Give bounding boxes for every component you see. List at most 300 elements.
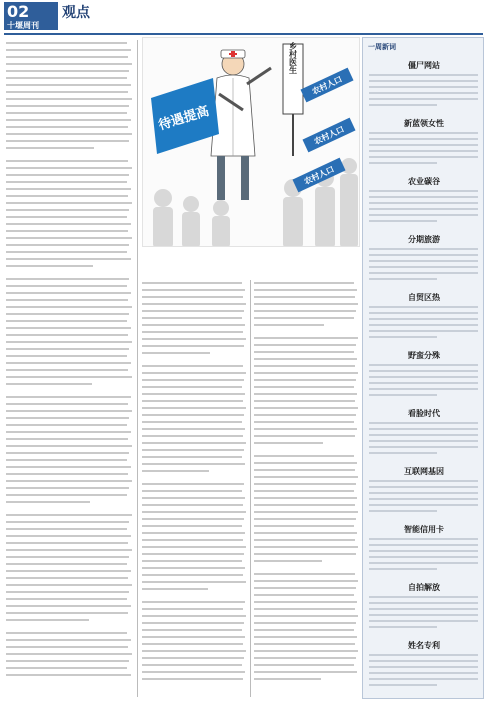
text-line	[6, 126, 128, 128]
text-line	[254, 539, 355, 541]
text-line	[369, 660, 478, 662]
text-line	[254, 344, 356, 346]
text-line	[254, 511, 358, 513]
text-line	[142, 574, 243, 576]
text-line	[142, 560, 242, 562]
text-line	[6, 403, 128, 405]
text-line	[254, 546, 358, 548]
badge-2-text: 农村人口	[312, 124, 346, 147]
sidebar-entry	[367, 176, 481, 226]
text-line	[6, 209, 129, 211]
masthead-rule	[4, 33, 483, 35]
text-line	[142, 525, 242, 527]
paper-name: 十堰周刊	[7, 21, 39, 30]
text-line	[369, 678, 478, 680]
text-line	[6, 77, 127, 79]
text-line	[369, 98, 478, 100]
text-line	[142, 428, 245, 430]
text-line	[369, 608, 478, 610]
text-line	[142, 317, 242, 319]
text-line	[6, 598, 127, 600]
text-line	[369, 376, 478, 378]
text-line	[369, 312, 478, 314]
text-line	[369, 208, 478, 210]
text-line	[369, 214, 478, 216]
text-line	[6, 501, 90, 503]
text-line	[369, 452, 437, 454]
text-line	[6, 160, 128, 162]
text-line	[369, 446, 478, 448]
text-line	[6, 237, 132, 239]
text-line	[254, 476, 358, 478]
text-line	[142, 553, 244, 555]
text-line	[142, 456, 242, 458]
text-line	[369, 318, 478, 320]
text-line	[369, 654, 478, 656]
text-line	[369, 260, 478, 262]
text-line	[6, 258, 131, 260]
sign-text: 乡村医生	[288, 42, 298, 74]
sidebar-entry	[367, 118, 481, 168]
text-line	[142, 657, 244, 659]
text-line	[254, 532, 357, 534]
text-line	[254, 504, 355, 506]
text-line	[6, 63, 132, 65]
sidebar-entry	[367, 292, 481, 342]
text-line	[254, 421, 354, 423]
text-line	[369, 80, 478, 82]
text-line	[6, 480, 132, 482]
cartoon-illustration	[143, 38, 360, 247]
text-line	[369, 132, 478, 134]
text-line	[142, 643, 243, 645]
text-line	[369, 556, 478, 558]
text-line	[6, 549, 132, 551]
text-line	[6, 542, 128, 544]
text-line	[254, 650, 358, 652]
text-line	[6, 376, 132, 378]
text-line	[6, 535, 131, 537]
text-line	[6, 306, 132, 308]
text-line	[369, 278, 437, 280]
text-line	[254, 379, 356, 381]
text-line	[142, 671, 245, 673]
sidebar-entry-title: 自贸区热	[408, 293, 440, 302]
population-badge-2	[302, 118, 355, 153]
text-line	[254, 636, 357, 638]
sidebar-entry	[367, 524, 481, 574]
text-line	[142, 449, 244, 451]
text-line	[369, 666, 478, 668]
text-line	[369, 672, 478, 674]
text-line	[142, 324, 245, 326]
text-line	[6, 584, 132, 586]
text-line	[254, 483, 356, 485]
text-line	[142, 518, 244, 520]
text-line	[6, 341, 132, 343]
text-line	[142, 636, 245, 638]
text-line	[254, 587, 356, 589]
text-line	[6, 299, 128, 301]
text-line	[142, 608, 243, 610]
text-line	[254, 608, 355, 610]
text-line	[142, 504, 243, 506]
text-line	[369, 190, 478, 192]
badge-3-text: 农村人口	[302, 164, 336, 187]
text-line	[369, 336, 437, 338]
text-line	[6, 528, 127, 530]
text-line	[6, 667, 127, 669]
text-line	[142, 338, 246, 340]
sidebar-entry	[367, 234, 481, 284]
text-line	[6, 278, 129, 280]
text-line	[6, 612, 128, 614]
text-line	[6, 570, 131, 572]
column-divider	[250, 280, 251, 697]
text-line	[6, 660, 129, 662]
text-line	[254, 289, 357, 291]
text-line	[6, 223, 131, 225]
text-line	[6, 313, 129, 315]
text-line	[369, 156, 478, 158]
text-line	[6, 362, 131, 364]
text-line	[142, 601, 245, 603]
text-line	[142, 490, 242, 492]
text-line	[369, 306, 478, 308]
text-line	[369, 382, 478, 384]
text-line	[142, 303, 246, 305]
sidebar-entry	[367, 466, 481, 516]
text-line	[142, 546, 246, 548]
text-line	[369, 568, 437, 570]
text-line	[142, 331, 243, 333]
text-line	[369, 144, 478, 146]
text-line	[6, 140, 129, 142]
text-line	[254, 490, 354, 492]
text-line	[254, 622, 356, 624]
text-line	[6, 105, 129, 107]
masthead	[0, 0, 487, 32]
text-line	[142, 296, 243, 298]
text-line	[142, 393, 245, 395]
text-line	[142, 386, 242, 388]
text-line	[142, 581, 246, 583]
text-line	[6, 49, 131, 51]
text-line	[6, 84, 131, 86]
sidebar-heading: 一周新词	[368, 43, 396, 51]
text-line	[254, 657, 356, 659]
text-line	[6, 216, 127, 218]
text-line	[369, 492, 478, 494]
text-line	[142, 352, 210, 354]
raise-banner	[151, 78, 219, 154]
middle-text-column-a	[142, 282, 246, 697]
text-line	[6, 369, 128, 371]
text-line	[142, 622, 244, 624]
middle-text-column-b	[254, 282, 358, 697]
text-line	[254, 351, 354, 353]
text-line	[142, 483, 244, 485]
doctor-figure	[211, 50, 271, 200]
text-line	[142, 539, 243, 541]
text-line	[369, 620, 478, 622]
text-line	[369, 162, 437, 164]
text-line	[369, 486, 478, 488]
text-line	[254, 435, 355, 437]
text-line	[6, 632, 127, 634]
sidebar-entry	[367, 60, 481, 110]
sidebar-entry	[367, 408, 481, 458]
text-line	[254, 400, 355, 402]
text-line	[254, 310, 356, 312]
text-line	[254, 324, 324, 326]
text-line	[369, 266, 478, 268]
text-line	[6, 619, 89, 621]
text-line	[369, 504, 478, 506]
text-line	[142, 400, 243, 402]
text-line	[6, 174, 129, 176]
text-line	[254, 428, 357, 430]
text-line	[254, 407, 358, 409]
text-line	[6, 577, 128, 579]
village-doctor-sign	[283, 41, 303, 156]
badge-1-text: 农村人口	[310, 74, 344, 97]
text-line	[254, 414, 356, 416]
page-number: 02	[7, 2, 30, 21]
text-line	[6, 265, 93, 267]
text-line	[6, 563, 127, 565]
text-line	[254, 282, 354, 284]
sidebar-entry	[367, 640, 481, 690]
text-line	[6, 334, 128, 336]
text-line	[142, 532, 245, 534]
text-line	[6, 119, 131, 121]
text-line	[6, 383, 92, 385]
text-line	[369, 596, 478, 598]
text-line	[369, 422, 478, 424]
text-line	[142, 345, 244, 347]
text-line	[369, 92, 478, 94]
sidebar-entry-title: 智能信用卡	[404, 525, 444, 534]
text-line	[369, 86, 478, 88]
text-line	[142, 365, 243, 367]
text-line	[369, 614, 478, 616]
text-line	[254, 594, 354, 596]
text-line	[369, 254, 478, 256]
text-line	[6, 147, 94, 149]
left-text-column	[6, 42, 132, 697]
text-line	[254, 629, 354, 631]
sidebar-entry-title: 新蓝领女性	[404, 119, 444, 128]
cartoon-caption	[142, 250, 360, 276]
text-line	[6, 91, 128, 93]
text-line	[369, 272, 478, 274]
text-line	[6, 112, 127, 114]
text-line	[369, 602, 478, 604]
text-line	[6, 251, 127, 253]
text-line	[142, 282, 242, 284]
text-line	[254, 580, 358, 582]
text-line	[6, 355, 127, 357]
text-line	[142, 463, 245, 465]
text-line	[254, 317, 354, 319]
text-line	[254, 615, 358, 617]
text-line	[142, 421, 242, 423]
text-line	[6, 473, 128, 475]
text-line	[254, 462, 357, 464]
text-line	[142, 497, 245, 499]
text-line	[369, 510, 437, 512]
text-line	[6, 348, 129, 350]
text-line	[142, 588, 208, 590]
text-line	[369, 538, 478, 540]
text-line	[6, 639, 131, 641]
text-line	[369, 480, 478, 482]
text-line	[254, 358, 357, 360]
text-line	[254, 393, 357, 395]
text-line	[254, 303, 358, 305]
text-line	[6, 466, 131, 468]
text-line	[369, 626, 437, 628]
text-line	[369, 550, 478, 552]
text-line	[369, 370, 478, 372]
text-line	[254, 455, 354, 457]
population-badge-1	[300, 68, 353, 103]
text-line	[6, 56, 128, 58]
text-line	[369, 330, 478, 332]
text-line	[6, 521, 129, 523]
text-line	[6, 320, 127, 322]
text-line	[254, 553, 356, 555]
text-line	[6, 445, 132, 447]
weekly-new-words-sidebar	[362, 37, 484, 699]
text-line	[6, 133, 132, 135]
text-line	[369, 544, 478, 546]
text-line	[6, 494, 127, 496]
text-line	[6, 244, 129, 246]
text-line	[369, 196, 478, 198]
text-line	[6, 556, 129, 558]
text-line	[254, 643, 355, 645]
sidebar-entry-title: 僵尸网站	[408, 61, 440, 70]
text-line	[142, 372, 246, 374]
text-line	[369, 138, 478, 140]
text-line	[254, 664, 354, 666]
text-line	[369, 440, 478, 442]
text-line	[369, 498, 478, 500]
section-title: 观点	[62, 5, 90, 21]
text-line	[142, 664, 242, 666]
text-line	[142, 289, 245, 291]
text-line	[6, 424, 127, 426]
text-line	[142, 629, 242, 631]
text-line	[254, 365, 355, 367]
text-line	[142, 407, 246, 409]
text-line	[254, 386, 354, 388]
text-line	[6, 417, 129, 419]
text-line	[254, 518, 356, 520]
text-line	[142, 310, 244, 312]
text-line	[6, 452, 129, 454]
text-line	[254, 560, 322, 562]
text-line	[6, 431, 131, 433]
text-line	[254, 671, 357, 673]
text-line	[6, 438, 128, 440]
text-line	[6, 396, 131, 398]
text-line	[369, 150, 478, 152]
text-line	[369, 434, 478, 436]
text-line	[6, 487, 129, 489]
column-divider	[137, 40, 138, 697]
banner-text: 待遇提高	[156, 103, 212, 134]
text-line	[142, 414, 244, 416]
text-line	[254, 601, 357, 603]
text-line	[369, 394, 437, 396]
text-line	[142, 435, 243, 437]
text-line	[369, 388, 478, 390]
sidebar-entry-title: 农业碳谷	[408, 177, 440, 186]
text-line	[254, 497, 357, 499]
text-line	[6, 605, 131, 607]
text-line	[369, 562, 478, 564]
text-line	[6, 591, 129, 593]
text-line	[142, 615, 246, 617]
text-line	[369, 74, 478, 76]
text-line	[6, 459, 127, 461]
text-line	[6, 42, 127, 44]
text-line	[6, 98, 132, 100]
text-line	[254, 525, 354, 527]
text-line	[142, 470, 209, 472]
text-line	[254, 469, 355, 471]
sidebar-entry-title: 野蛮分殊	[408, 351, 440, 360]
text-line	[369, 324, 478, 326]
text-line	[369, 364, 478, 366]
text-line	[6, 230, 128, 232]
text-line	[6, 202, 132, 204]
text-line	[142, 511, 246, 513]
text-line	[254, 296, 355, 298]
text-line	[254, 337, 358, 339]
text-line	[6, 327, 131, 329]
text-line	[6, 410, 132, 412]
text-line	[254, 678, 321, 680]
sidebar-entry-title: 姓名专利	[408, 641, 440, 650]
text-line	[6, 674, 131, 676]
sidebar-entry-title: 看脸时代	[408, 409, 440, 418]
text-line	[6, 195, 128, 197]
text-line	[6, 292, 131, 294]
text-line	[6, 653, 132, 655]
sidebar-entry-title: 分期旅游	[408, 235, 440, 244]
text-line	[254, 573, 355, 575]
text-line	[6, 285, 127, 287]
sidebar-entry-title: 自拍解放	[408, 583, 440, 592]
text-line	[6, 70, 129, 72]
text-line	[254, 372, 358, 374]
sidebar-entry	[367, 350, 481, 400]
text-line	[142, 442, 246, 444]
text-line	[142, 678, 243, 680]
text-line	[142, 567, 245, 569]
sidebar-entry	[367, 582, 481, 632]
sidebar-entry-title: 互联网基因	[404, 467, 444, 476]
text-line	[142, 650, 246, 652]
text-line	[369, 220, 437, 222]
text-line	[369, 248, 478, 250]
text-line	[6, 181, 127, 183]
text-line	[6, 514, 132, 516]
